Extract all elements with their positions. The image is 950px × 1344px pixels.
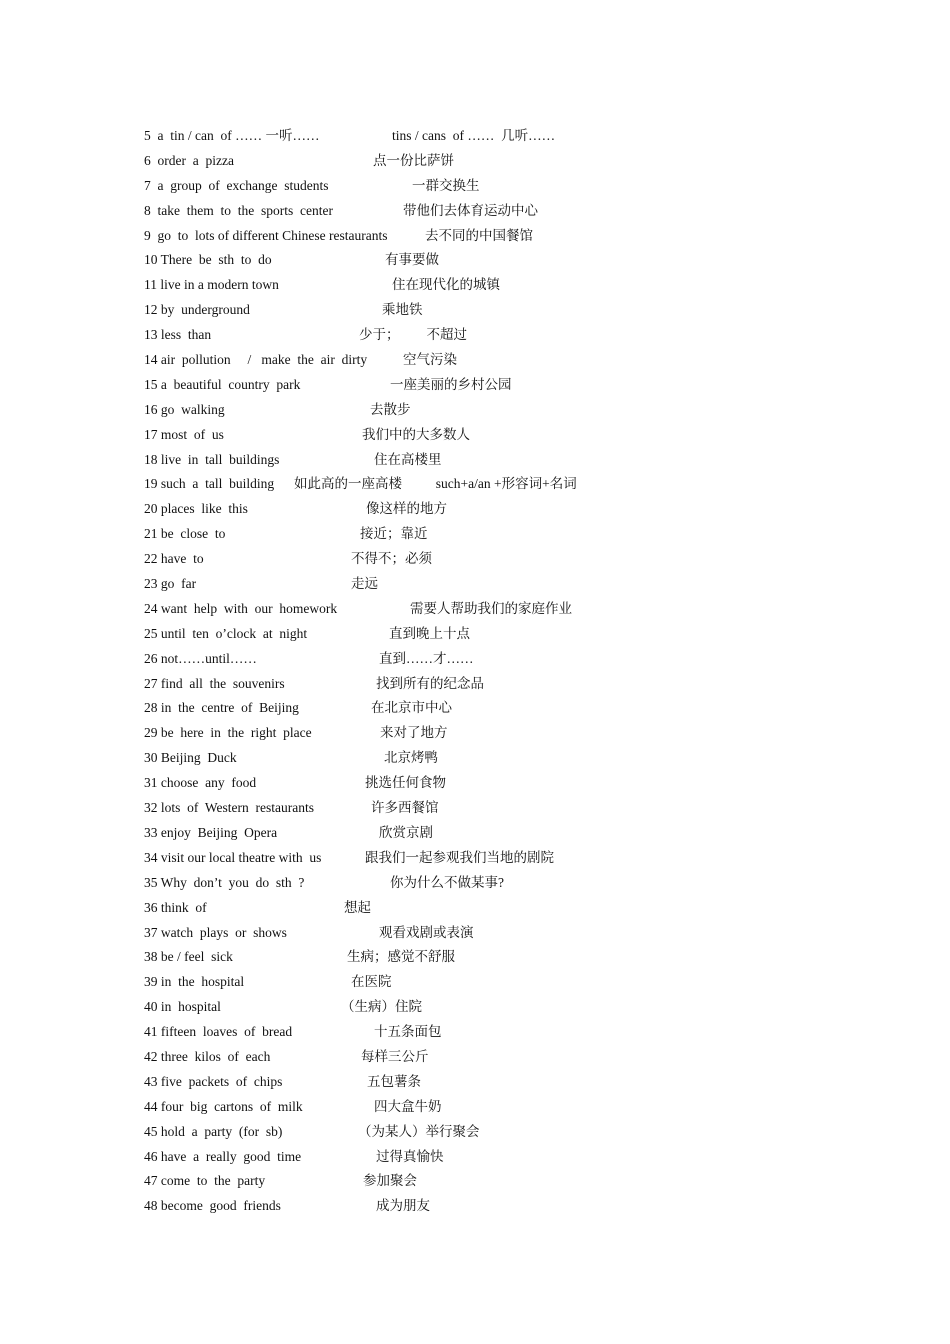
english-phrase: 30 Beijing Duck [144, 750, 237, 766]
phrase-line [144, 574, 844, 599]
phrase-line [144, 972, 844, 997]
phrase-line [144, 176, 844, 201]
english-phrase: 27 find all the souvenirs [144, 675, 285, 691]
phrase-line [144, 773, 844, 798]
english-phrase: 19 such a tall building [144, 476, 275, 492]
english-phrase: 12 by underground [144, 302, 250, 318]
english-phrase: 47 come to the party [144, 1173, 266, 1189]
phrase-line [144, 1122, 844, 1147]
chinese-translation: 带他们去体育运动中心 [403, 202, 538, 218]
chinese-translation: 直到晚上十点 [389, 625, 470, 641]
english-phrase: 29 be here in the right place [144, 725, 312, 741]
english-phrase: 24 want help with our homework [144, 600, 338, 616]
phrase-line [144, 1022, 844, 1047]
english-phrase: 20 places like this [144, 501, 248, 517]
chinese-translation: 接近；靠近 [360, 526, 428, 542]
english-phrase: 28 in the centre of Beijing [144, 700, 299, 716]
phrase-line [144, 300, 844, 325]
english-phrase: 17 most of us [144, 426, 224, 442]
english-phrase: 26 not……until…… [144, 650, 257, 666]
chinese-translation: 跟我们一起参观我们当地的剧院 [365, 849, 554, 865]
english-phrase: 9 go to lots of different Chinese restaurants [144, 227, 388, 243]
chinese-translation: 五包薯条 [367, 1073, 421, 1089]
chinese-translation: 挑选任何食物 [365, 775, 446, 791]
english-phrase: 48 become good friends [144, 1198, 281, 1214]
english-phrase: 45 hold a party (for sb) [144, 1123, 283, 1139]
chinese-translation: 十五条面包 [374, 1024, 442, 1040]
chinese-translation: 空气污染 [403, 352, 457, 368]
chinese-translation: 一群交换生 [412, 177, 480, 193]
chinese-translation: 住在现代化的城镇 [392, 277, 500, 293]
english-phrase: 13 less than [144, 327, 212, 343]
english-phrase: 42 three kilos of each [144, 1048, 271, 1064]
chinese-translation: 四大盒牛奶 [374, 1098, 442, 1114]
chinese-translation: 乘地铁 [382, 302, 423, 318]
phrase-line [144, 375, 844, 400]
phrase-line [144, 350, 844, 375]
chinese-translation: 北京烤鸭 [384, 750, 438, 766]
chinese-translation: 许多西餐馆 [371, 800, 439, 816]
english-phrase: 5 a tin / can of …… 一听…… [144, 128, 320, 143]
english-phrase: 22 have to [144, 551, 204, 567]
phrase-line [144, 674, 844, 699]
phrase-line [144, 923, 844, 948]
english-phrase: 36 think of [144, 899, 207, 915]
phrase-line [144, 723, 844, 748]
phrase-line [144, 1047, 844, 1072]
phrase-line [144, 325, 844, 350]
phrase-line [144, 151, 844, 176]
chinese-translation: 成为朋友 [376, 1198, 430, 1214]
chinese-translation: 想起 [344, 899, 371, 915]
phrase-line [144, 1171, 844, 1196]
phrase-line [144, 599, 844, 624]
english-phrase: 11 live in a modern town [144, 277, 279, 293]
chinese-translation: 我们中的大多数人 [362, 426, 470, 442]
english-phrase: 34 visit our local theatre with us [144, 849, 322, 865]
english-phrase: 44 four big cartons of milk [144, 1098, 303, 1114]
chinese-translation: 住在高楼里 [374, 451, 442, 467]
chinese-translation: 走远 [351, 576, 378, 592]
chinese-translation: （生病）住院 [341, 999, 422, 1015]
english-phrase: 23 go far [144, 576, 197, 592]
chinese-translation: 观看戏剧或表演 [379, 924, 474, 940]
english-phrase: 7 a group of exchange students [144, 177, 329, 193]
phrase-line [144, 425, 844, 450]
phrase-list [144, 126, 844, 1221]
chinese-translation: （为某人）举行聚会 [358, 1123, 480, 1139]
english-phrase: 32 lots of Western restaurants [144, 800, 315, 816]
chinese-translation: 点一份比萨饼 [373, 152, 454, 168]
english-phrase: 35 Why don’t you do sth ? [144, 874, 305, 890]
phrase-line [144, 624, 844, 649]
english-phrase: 43 five packets of chips [144, 1073, 283, 1089]
english-phrase: 21 be close to [144, 526, 226, 542]
phrase-line [144, 524, 844, 549]
chinese-translation: 每样三公斤 [361, 1048, 429, 1064]
chinese-translation: 如此高的一座高楼 such+a/an +形容词+名词 [294, 476, 577, 492]
phrase-line [144, 450, 844, 475]
phrase-line [144, 499, 844, 524]
phrase-line [144, 1196, 844, 1221]
english-phrase: 10 There be sth to do [144, 252, 272, 268]
english-phrase: 6 order a pizza [144, 152, 234, 168]
phrase-line [144, 1147, 844, 1172]
chinese-translation: 找到所有的纪念品 [376, 675, 484, 691]
phrase-line [144, 400, 844, 425]
chinese-translation: 不得不；必须 [351, 551, 432, 567]
phrase-line [144, 848, 844, 873]
chinese-translation: 过得真愉快 [376, 1148, 444, 1164]
chinese-translation: 直到……才…… [379, 650, 474, 666]
chinese-translation: 欣赏京剧 [379, 824, 433, 840]
chinese-translation: 去不同的中国餐馆 [425, 227, 533, 243]
phrase-line [144, 898, 844, 923]
phrase-line [144, 226, 844, 251]
phrase-line [144, 1072, 844, 1097]
chinese-translation: 需要人帮助我们的家庭作业 [410, 600, 572, 616]
english-phrase: 33 enjoy Beijing Opera [144, 824, 278, 840]
phrase-line [144, 275, 844, 300]
english-phrase: 38 be / feel sick [144, 949, 233, 965]
chinese-translation: 有事要做 [385, 252, 439, 268]
english-phrase: 37 watch plays or shows [144, 924, 287, 940]
english-phrase: 15 a beautiful country park [144, 376, 301, 392]
chinese-translation: 来对了地方 [380, 725, 448, 741]
phrase-line [144, 798, 844, 823]
phrase-line [144, 748, 844, 773]
phrase-line [144, 201, 844, 226]
phrase-line [144, 250, 844, 275]
phrase-line [144, 1097, 844, 1122]
phrase-line [144, 997, 844, 1022]
phrase-line [144, 474, 844, 499]
chinese-translation: 去散步 [370, 401, 411, 417]
phrase-line [144, 823, 844, 848]
english-phrase: 31 choose any food [144, 775, 257, 791]
english-phrase: 14 air pollution / make the air dirty [144, 352, 368, 368]
chinese-translation: 生病；感觉不舒服 [347, 949, 455, 965]
english-phrase: 25 until ten o’clock at night [144, 625, 308, 641]
chinese-translation: 你为什么不做某事? [390, 874, 504, 890]
chinese-translation: 在医院 [351, 974, 392, 990]
phrase-line [144, 649, 844, 674]
english-phrase: 18 live in tall buildings [144, 451, 280, 467]
chinese-translation: 在北京市中心 [371, 700, 452, 716]
phrase-line [144, 698, 844, 723]
english-phrase: 16 go walking [144, 401, 225, 417]
phrase-line [144, 947, 844, 972]
chinese-translation: 一座美丽的乡村公园 [390, 376, 512, 392]
phrase-line [144, 549, 844, 574]
english-phrase: 41 fifteen loaves of bread [144, 1024, 293, 1040]
english-phrase: 8 take them to the sports center [144, 202, 333, 218]
english-phrase: 40 in hospital [144, 999, 221, 1015]
chinese-translation: 参加聚会 [363, 1173, 417, 1189]
chinese-translation: 像这样的地方 [366, 501, 447, 517]
phrase-line [144, 126, 844, 151]
english-phrase: 46 have a really good time [144, 1148, 302, 1164]
english-phrase: 39 in the hospital [144, 974, 245, 990]
chinese-translation: tins / cans of …… 几听…… [392, 128, 556, 143]
chinese-translation: 少于； 不超过 [359, 327, 467, 343]
phrase-line [144, 873, 844, 898]
